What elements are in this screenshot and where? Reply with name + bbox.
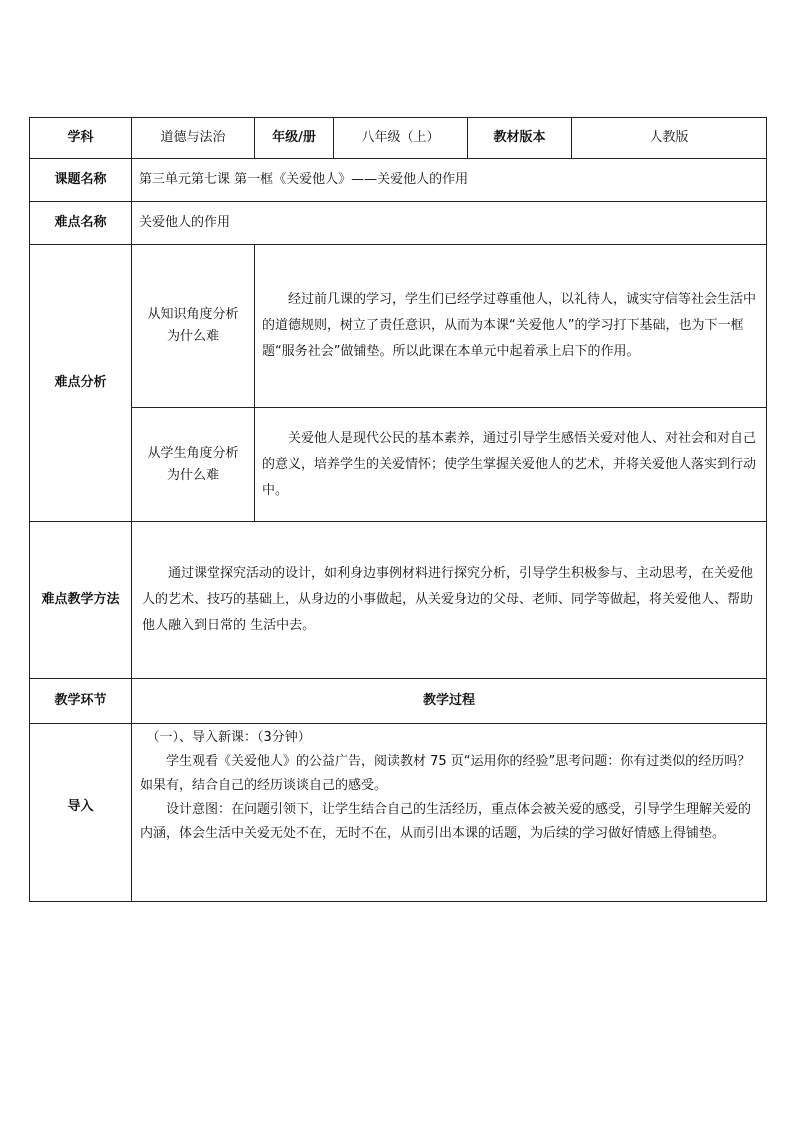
intro-paragraph-1: 学生观看《关爱他人》的公益广告，阅读教材 75 页“运用你的经验”思考问题：你有过类似的经历吗？如果有，结合自己的经历谈谈自己的感受。 xyxy=(140,754,751,793)
knowledge-angle-label xyxy=(132,245,255,408)
method-label: 难点教学方法 xyxy=(30,522,132,679)
intro-paragraph-2: 设计意图：在问题引领下，让学生结合自己的生活经历，重点体会被关爱的感受，引导学生理解关爱的内涵，体会生活中关爱无处不在，无时不在，从而引出本课的话题，为后续的学习做好情感上得铺垫。 xyxy=(140,802,752,841)
analysis-knowledge-row xyxy=(30,245,767,408)
intro-label: 导入 xyxy=(30,724,132,902)
difficulty-row xyxy=(30,202,767,245)
lesson-row xyxy=(30,159,767,202)
lesson-value: 第三单元第七课 第一框《关爱他人》——关爱他人的作用 xyxy=(132,159,767,202)
intro-row xyxy=(30,724,767,902)
grade-label: 年级/册 xyxy=(255,118,334,159)
method-row xyxy=(30,522,767,679)
intro-section-title: （一）、导入新课：（3分钟） xyxy=(146,730,311,745)
knowledge-analysis-text: 经过前几课的学习，学生们已经学过尊重他人，以礼待人，诚实守信等社会生活中的道德规则，树立了责任意识，从而为本课“关爱他人”的学习打下基础，也为下一框题“服务社会”做铺垫。所以此课在本单元中起着承上启下的作用。 xyxy=(262,292,757,359)
difficulty-value: 关爱他人的作用 xyxy=(132,202,767,245)
subject-value: 道德与法治 xyxy=(132,118,255,159)
lesson-plan-table xyxy=(29,117,767,902)
method-text: 通过课堂探究活动的设计，如利身边事例材料进行探究分析，引导学生积极参与、主动思考，在关爱他人的艺术、技巧的基础上，从身边的小事做起，从关爱身边的父母、老师、同学等做起，将关爱他人、帮助他人融入到日常的 生活中去。 xyxy=(142,566,754,633)
grade-value: 八年级（上） xyxy=(334,118,468,159)
edition-label: 教材版本 xyxy=(468,118,572,159)
edition-value: 人教版 xyxy=(572,118,767,159)
header-row xyxy=(30,118,767,159)
analysis-student-row xyxy=(30,408,767,522)
lesson-label: 课题名称 xyxy=(30,159,132,202)
stage-label: 教学环节 xyxy=(30,679,132,724)
knowledge-angle-line-1: 从知识角度分析 xyxy=(147,307,239,322)
analysis-label: 难点分析 xyxy=(30,245,132,522)
student-angle-label xyxy=(132,408,255,522)
student-angle-line-2: 为什么难 xyxy=(166,467,219,483)
process-header-row xyxy=(30,679,767,724)
student-angle-line-1: 从学生角度分析 xyxy=(147,445,239,461)
difficulty-label: 难点名称 xyxy=(30,202,132,245)
process-label: 教学过程 xyxy=(132,679,767,724)
student-analysis-text: 关爱他人是现代公民的基本素养，通过引导学生感悟关爱对他人、对社会和对自己的意义，培养学生的关爱情怀；使学生掌握关爱他人的艺术，并将关爱他人落实到行动中。 xyxy=(262,430,757,498)
knowledge-angle-line-2: 为什么难 xyxy=(166,329,219,344)
subject-label: 学科 xyxy=(30,118,132,159)
